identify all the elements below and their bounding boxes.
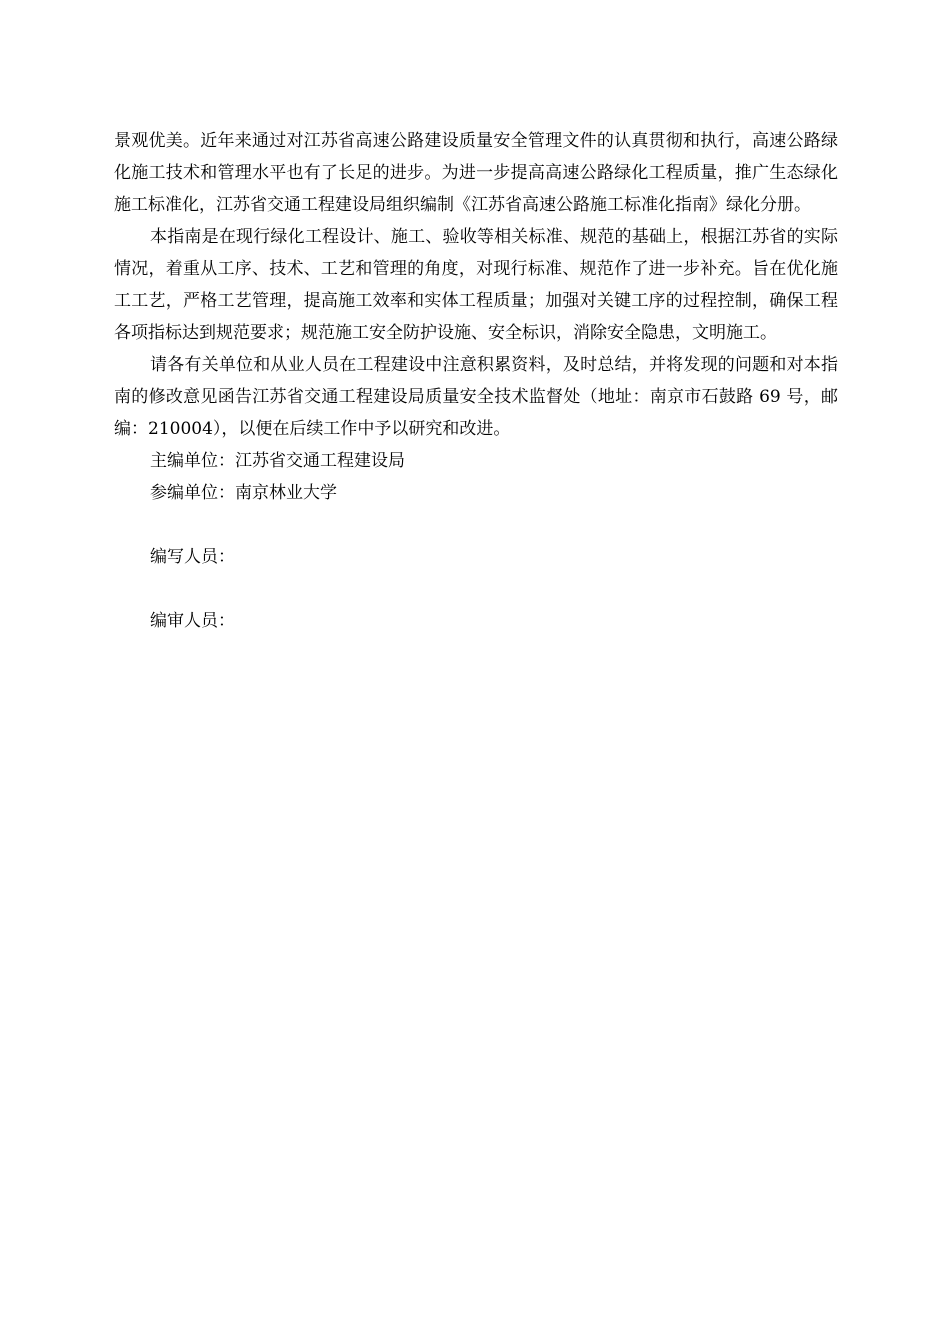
co-editor-unit: 参编单位：南京林业大学 [150,483,337,503]
chief-editor-unit: 主编单位：江苏省交通工程建设局 [150,451,405,471]
paragraph-intro: 景观优美。近年来通过对江苏省高速公路建设质量安全管理文件的认真贯彻和执行，高速公路绿化施工技术和管理水平也有了长足的进步。为进一步提高高速公路绿化工程质量，推广生态绿化施工标准化，江苏省交通工程建设局组织编制《江苏省高速公路施工标准化指南》绿化分册。 [114,131,838,215]
document-body [114,125,838,637]
paragraph-guide-basis: 本指南是在现行绿化工程设计、施工、验收等相关标准、规范的基础上，根据江苏省的实际情况，着重从工序、技术、工艺和管理的角度，对现行标准、规范作了进一步补充。旨在优化施工工艺，严格工艺管理，提高施工效率和实体工程质量；加强对关键工序的过程控制，确保工程各项指标达到规范要求；规范施工安全防护设施、安全标识，消除安全隐患，文明施工。 [114,227,838,343]
reviewers-label: 编审人员： [150,611,235,631]
paragraph-feedback-request: 请各有关单位和从业人员在工程建设中注意积累资料，及时总结，并将发现的问题和对本指南的修改意见函告江苏省交通工程建设局质量安全技术监督处（地址：南京市石鼓路 69 号，邮编：210004），以便在后续工作中予以研究和改进。 [114,355,838,439]
writers-label: 编写人员： [150,547,235,567]
